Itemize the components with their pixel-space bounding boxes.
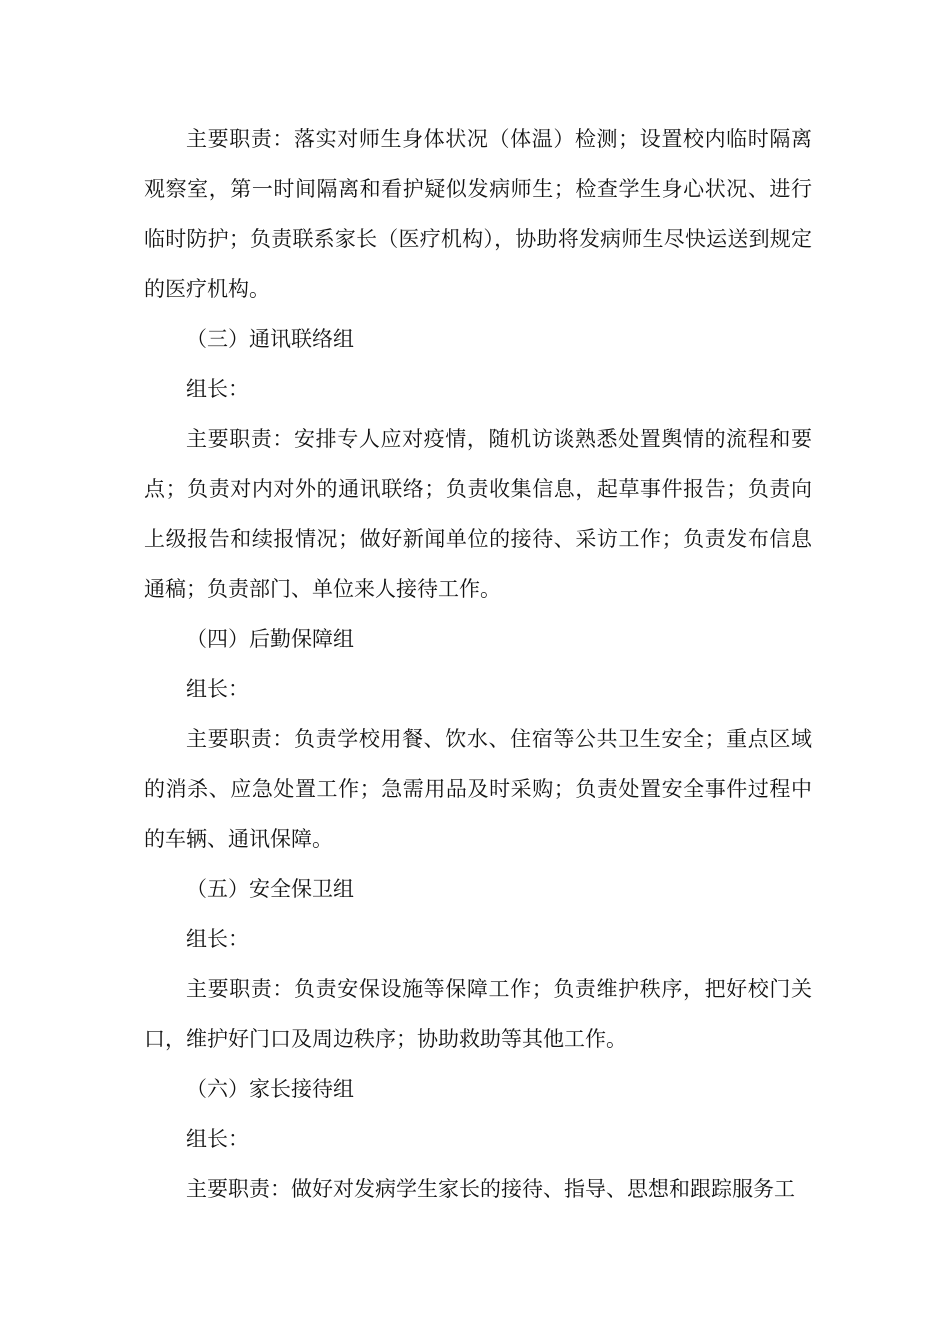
duty-paragraph-security: 主要职责：负责安保设施等保障工作；负责维护秩序，把好校门关口，维护好门口及周边秩序；协助救助等其他工作。 xyxy=(144,977,812,1051)
section-heading-logistics: （四）后勤保障组 xyxy=(186,627,354,651)
group-leader-communication: 组长： xyxy=(186,377,249,401)
section-heading-security: （五）安全保卫组 xyxy=(186,877,354,901)
section-heading-communication: （三）通讯联络组 xyxy=(186,327,354,351)
duty-paragraph-medical: 主要职责：落实对师生身体状况（体温）检测；设置校内临时隔离观察室，第一时间隔离和看护疑似发病师生；检查学生身心状况、进行临时防护；负责联系家长（医疗机构），协助将发病师生尽快运送到规定的医疗机构。 xyxy=(144,127,812,301)
section-heading-parent-reception: （六）家长接待组 xyxy=(186,1077,354,1101)
group-leader-logistics: 组长： xyxy=(186,677,249,701)
duty-paragraph-logistics: 主要职责：负责学校用餐、饮水、住宿等公共卫生安全；重点区域的消杀、应急处置工作；急需用品及时采购；负责处置安全事件过程中的车辆、通讯保障。 xyxy=(144,727,812,851)
document-body xyxy=(144,114,812,1214)
group-leader-parent-reception: 组长： xyxy=(186,1127,249,1151)
group-leader-security: 组长： xyxy=(186,927,249,951)
duty-paragraph-parent-reception: 主要职责：做好对发病学生家长的接待、指导、思想和跟踪服务工 xyxy=(186,1177,795,1201)
duty-paragraph-communication: 主要职责：安排专人应对疫情，随机访谈熟悉处置舆情的流程和要点；负责对内对外的通讯联络；负责收集信息，起草事件报告；负责向上级报告和续报情况；做好新闻单位的接待、采访工作；负责发布信息通稿；负责部门、单位来人接待工作。 xyxy=(144,427,812,601)
